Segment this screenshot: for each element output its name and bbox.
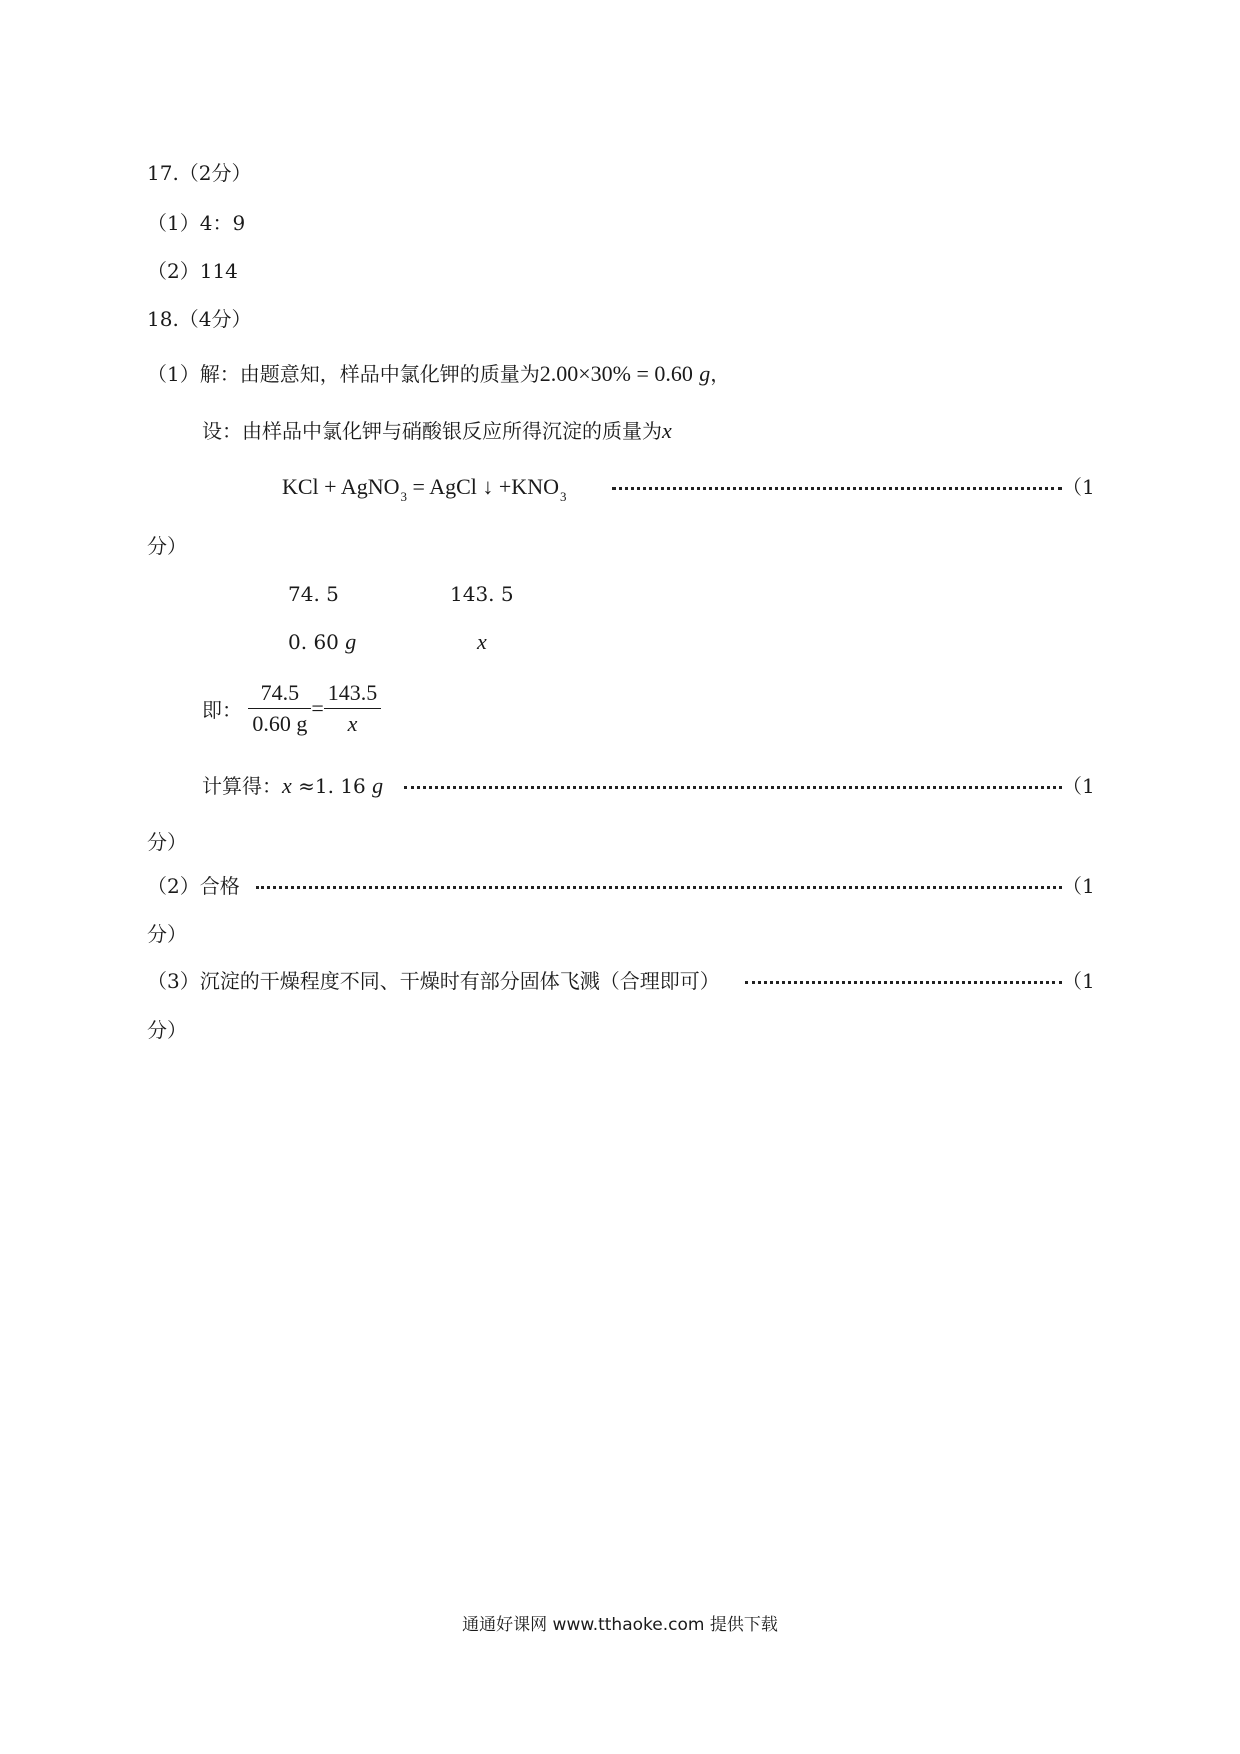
page-footer: 通通好课网 www.tthaoke.com 提供下载 — [462, 1615, 778, 1635]
part3-score-cont: 分） — [147, 1018, 187, 1042]
result-score-cont: 分） — [147, 830, 187, 854]
part1-expression: 2.00×30% = 0.60 — [539, 361, 693, 386]
q18-part2: （2）合格 — [147, 874, 240, 898]
equation-lhs-subscript: 3 — [400, 489, 408, 504]
part1-label: （1）解： — [147, 362, 240, 386]
equation-score: （1 — [1062, 475, 1095, 499]
fraction-right — [324, 680, 382, 737]
result-dot-leader — [404, 786, 1062, 789]
result-approx: ≈1. 16 — [291, 774, 373, 798]
result-label: 计算得： — [202, 774, 282, 798]
result-unit: g — [372, 773, 384, 798]
part1-tail: ， — [710, 362, 731, 386]
mass-agcl-var: x — [477, 629, 487, 654]
equation-score-cont: 分） — [147, 534, 187, 558]
part2-dot-leader — [256, 886, 1062, 889]
assumption-var: x — [662, 418, 672, 443]
part1-text: 由题意知，样品中氯化钾的质量为 — [239, 362, 540, 386]
result-var: x — [282, 773, 292, 798]
q18-header: 18.（4分） — [147, 307, 252, 331]
part1-unit: g — [699, 361, 711, 386]
part2-score-cont: 分） — [147, 922, 187, 946]
fraction-right-numerator: 143.5 — [324, 680, 382, 709]
proportion-line — [202, 680, 381, 737]
mass-kcl — [288, 629, 356, 655]
equation-lhs: KCl + AgNO — [282, 474, 400, 499]
fraction-right-denominator: x — [347, 711, 358, 736]
mass-kcl-value: 0. 60 — [288, 630, 339, 654]
q18-part3: （3）沉淀的干燥程度不同、干燥时有部分固体飞溅（合理即可） — [147, 969, 720, 993]
fraction-left — [248, 680, 311, 737]
fraction-left-denominator: 0.60 g — [252, 711, 308, 736]
result-score: （1 — [1062, 774, 1095, 798]
q18-part1-solution — [147, 361, 730, 387]
q17-answer-2: （2）114 — [147, 259, 238, 283]
q17-answer-1: （1）4：9 — [147, 211, 246, 235]
proportion-equals: = — [311, 695, 324, 721]
proportion-label: 即： — [202, 698, 242, 722]
equation-rhs-subscript: 3 — [559, 489, 567, 504]
q17-header: 17.（2分） — [147, 161, 252, 185]
q18-assumption — [202, 418, 672, 444]
equation-mid: = AgCl ↓ +KNO — [407, 474, 559, 499]
result-line — [202, 773, 383, 799]
fraction-left-numerator: 74.5 — [248, 680, 311, 709]
reaction-equation — [282, 474, 566, 503]
part3-score: （1 — [1062, 969, 1095, 993]
mass-kcl-unit: g — [345, 629, 357, 654]
equation-dot-leader — [612, 487, 1062, 490]
part2-score: （1 — [1062, 874, 1095, 898]
part3-dot-leader — [745, 981, 1062, 984]
molar-mass-agcl: 143. 5 — [450, 582, 514, 606]
molar-mass-kcl: 74. 5 — [288, 582, 339, 606]
assumption-text: 设：由样品中氯化钾与硝酸银反应所得沉淀的质量为 — [202, 419, 662, 443]
